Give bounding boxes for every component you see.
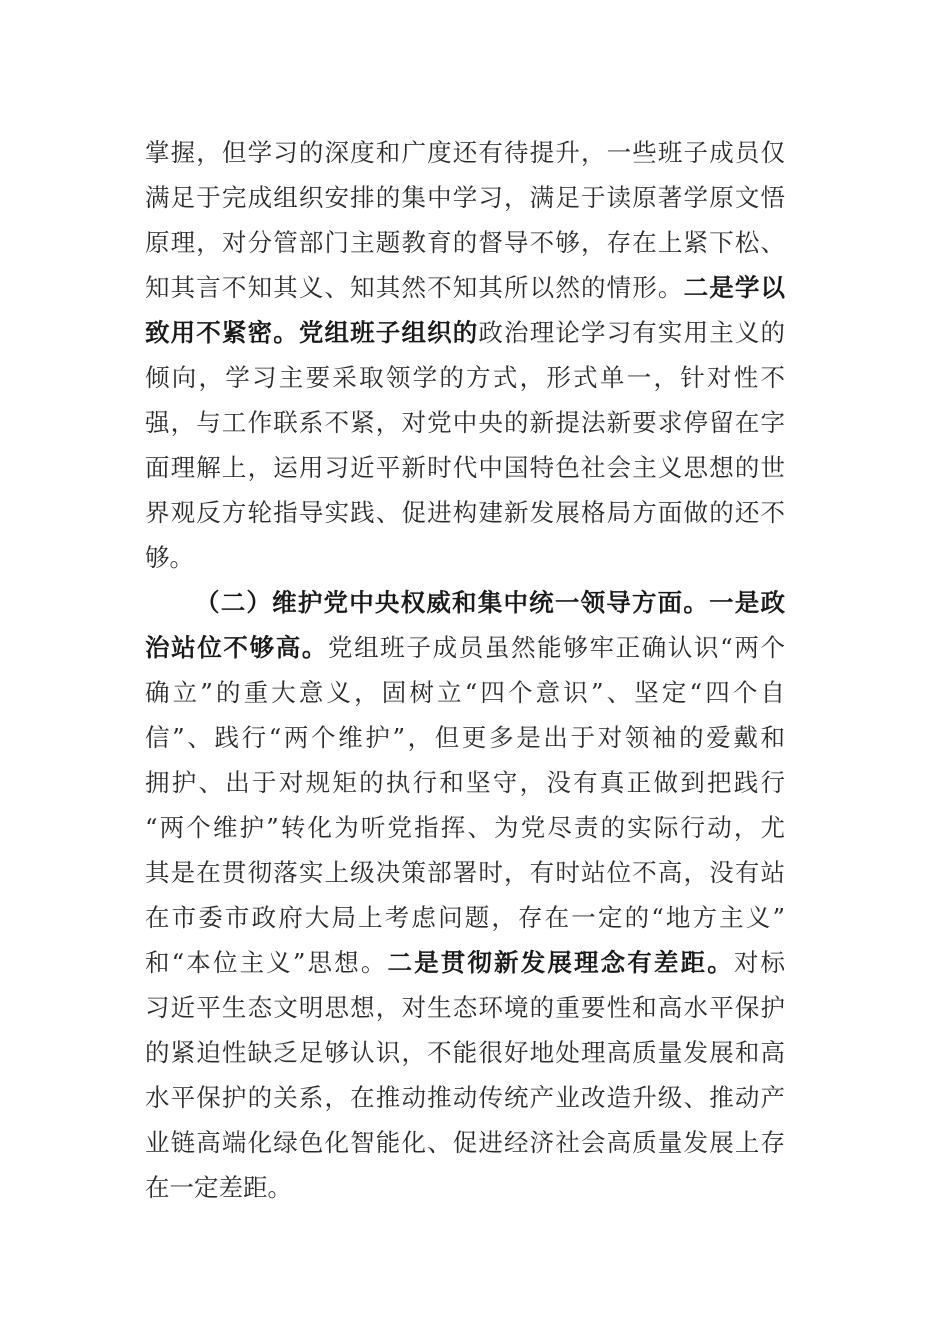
- text: 原理，对分管部门主题教育的督导不够，存在上紧下松、: [145, 228, 785, 257]
- text-line: [145, 1123, 785, 1163]
- text: 知其言不知其义、知其然不知其所以然的情形。: [145, 273, 684, 302]
- text: 面理解上，运用习近平新时代中国特色社会主义思想的世: [145, 453, 785, 482]
- text: 在市委市政府大局上考虑问题，存在一定的“地方主义”: [145, 903, 785, 932]
- text: 其是在贯彻落实上级决策部署时，有时站位不高，没有站: [145, 858, 785, 887]
- text-line: [145, 943, 785, 983]
- text: 水平保护的关系，在推动推动传统产业改造升级、推动产: [145, 1083, 785, 1112]
- text-line: [145, 1168, 785, 1208]
- text: 满足于完成组织安排的集中学习，满足于读原著学原文悟: [145, 183, 785, 212]
- text: 强，与工作联系不紧，对党中央的新提法新要求停留在字: [145, 408, 785, 437]
- text: 对标: [733, 948, 786, 977]
- text: 政治理论学习有实用主义的: [478, 318, 786, 347]
- text-line: [145, 628, 785, 668]
- text-line: [145, 718, 785, 758]
- bold-text: 致用不紧密。党组班子组织的: [145, 318, 479, 347]
- text: 党组班子成员虽然能够牢正确认识“两个: [328, 633, 785, 662]
- text: 界观反方轮指导实践、促进构建新发展格局方面做的还不: [145, 498, 785, 527]
- text: “两个维护”转化为听党指挥、为党尽责的实际行动，尤: [145, 813, 785, 842]
- text-line: [145, 448, 785, 488]
- text-line: [145, 763, 785, 803]
- text-line: [145, 673, 785, 713]
- text-line: [145, 988, 785, 1028]
- bold-text: 二是贯彻新发展理念有差距。: [387, 948, 734, 977]
- text-line: [145, 268, 785, 308]
- text: 在一定差距。: [145, 1173, 292, 1202]
- section-heading-line: [195, 583, 785, 623]
- text: 掌握，但学习的深度和广度还有待提升，一些班子成员仅: [145, 138, 785, 167]
- text-line: [145, 223, 785, 263]
- text-line: [145, 178, 785, 218]
- text: 习近平生态文明思想，对生态环境的重要性和高水平保护: [145, 993, 785, 1022]
- text: 确立”的重大意义，固树立“四个意识”、坚定“四个自: [145, 678, 785, 707]
- bold-text: 二是学以: [683, 273, 785, 302]
- text-line: [145, 538, 785, 578]
- section-heading: （二）维护党中央权威和集中统一领导方面。一是政: [195, 588, 785, 617]
- text: 业链高端化绿色化智能化、促进经济社会高质量发展上存: [145, 1128, 785, 1157]
- bold-text: 治站位不够高。: [145, 633, 329, 662]
- text: 信”、践行“两个维护”，但更多是出于对领袖的爱戴和: [145, 723, 785, 752]
- text-line: [145, 358, 785, 398]
- text: 倾向，学习主要采取领学的方式，形式单一，针对性不: [145, 363, 785, 392]
- text-line: [145, 403, 785, 443]
- text: 和“本位主义”思想。: [145, 948, 388, 977]
- text: 的紧迫性缺乏足够认识，不能很好地处理高质量发展和高: [145, 1038, 785, 1067]
- text-line: [145, 1033, 785, 1073]
- text: 拥护、出于对规矩的执行和坚守，没有真正做到把践行: [145, 768, 785, 797]
- text-line: [145, 1078, 785, 1118]
- text-line: [145, 313, 785, 353]
- text: 够。: [145, 543, 194, 572]
- text-line: [145, 493, 785, 533]
- text-line: [145, 133, 785, 173]
- text-line: [145, 808, 785, 848]
- text-line: [145, 853, 785, 893]
- text-line: [145, 898, 785, 938]
